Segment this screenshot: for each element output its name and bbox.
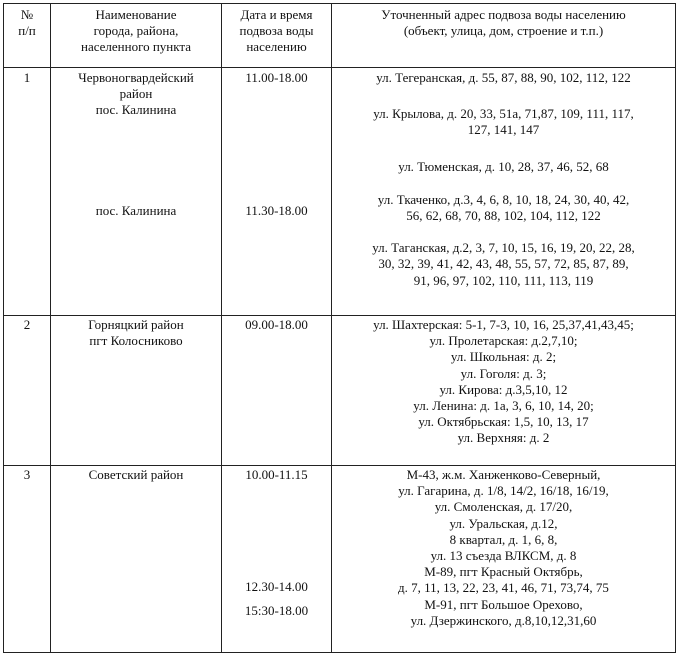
- address-line: М-89, пгт Красный Октябрь,: [424, 564, 583, 580]
- district-line: Горняцкий район: [88, 317, 184, 332]
- address-line: ул. Таганская, д.2, 3, 7, 10, 15, 16, 19, 20, 22, 28,: [372, 240, 635, 256]
- table-row: [4, 316, 676, 466]
- time-slot: 10.00-11.15: [245, 467, 308, 482]
- header-name: [51, 4, 222, 68]
- row-address: [332, 316, 676, 466]
- header-time-line: населению: [246, 39, 307, 55]
- time-slot: 12.30-14.00: [245, 579, 308, 595]
- address-line: ул. Октябрьская: 1,5, 10, 13, 17: [418, 414, 589, 430]
- settlement-line: пос. Калинина: [95, 202, 177, 218]
- address-line: ул. Тюменская, д. 10, 28, 37, 46, 52, 68: [398, 158, 609, 174]
- time-slot: 11.30-18.00: [245, 203, 308, 219]
- address-line: д. 7, 11, 13, 22, 23, 41, 46, 71, 73,74, 75: [398, 580, 609, 596]
- header-name-line: населенного пункта: [80, 39, 192, 55]
- header-name-line: города, района,: [93, 23, 179, 39]
- address-line: ул. Ткаченко, д.3, 4, 6, 8, 10, 18, 24, 30, 40, 42,: [377, 191, 630, 207]
- row-district: [51, 316, 222, 466]
- row-district: [51, 68, 222, 316]
- address-line: 56, 62, 68, 70, 88, 102, 104, 112, 122: [406, 208, 601, 224]
- address-line: ул. Верхняя: д. 2: [457, 430, 550, 446]
- address-line: ул. Ленина: д. 1а, 3, 6, 10, 14, 20;: [413, 398, 594, 414]
- header-address: [332, 4, 676, 68]
- time-slot: 09.00-18.00: [245, 317, 308, 332]
- header-num-line: п/п: [18, 23, 36, 39]
- table-row: [4, 68, 676, 316]
- address-line: 8 квартал, д. 1, 6, 8,: [449, 531, 558, 547]
- table-row: [4, 466, 676, 653]
- row-district: [51, 466, 222, 653]
- header-num: [4, 4, 51, 68]
- address-line: 30, 32, 39, 41, 42, 43, 48, 55, 57, 72, 85, 87, 89,: [378, 256, 629, 272]
- row-time: [222, 316, 332, 466]
- header-num-line: №: [20, 7, 34, 22]
- address-line: ул. Тегеранская, д. 55, 87, 88, 90, 102, 112, 122: [376, 70, 631, 85]
- row-num-text: 3: [23, 467, 31, 482]
- row-num: [4, 68, 51, 316]
- row-address: [332, 466, 676, 653]
- row-num: [4, 316, 51, 466]
- address-line: 127, 141, 147: [467, 122, 540, 138]
- header-time: [222, 4, 332, 68]
- settlement-line: пгт Колосниково: [89, 333, 183, 349]
- header-time-line: подвоза воды: [239, 23, 314, 39]
- row-num-text: 2: [23, 317, 31, 332]
- time-slot: 15:30-18.00: [244, 603, 309, 619]
- water-delivery-table: [3, 3, 676, 653]
- address-line: ул. Школьная: д. 2;: [450, 349, 557, 365]
- address-line: ул. Гагарина, д. 1/8, 14/2, 16/18, 16/19,: [398, 483, 609, 499]
- district-line: Червоногвардейский: [78, 70, 194, 85]
- row-num: [4, 466, 51, 653]
- district-line: Советский район: [88, 467, 184, 482]
- row-time: [222, 466, 332, 653]
- header-time-line: Дата и время: [240, 7, 313, 22]
- address-line: ул. 13 съезда ВЛКСМ, д. 8: [430, 548, 577, 564]
- address-line: ул. Крылова, д. 20, 33, 51а, 71,87, 109, 111, 117,: [373, 106, 634, 122]
- time-slot: 11.00-18.00: [245, 70, 308, 85]
- address-line: ул. Шахтерская: 5-1, 7-3, 10, 16, 25,37,41,43,45;: [373, 317, 634, 332]
- address-line: ул. Уральская, д.12,: [449, 515, 558, 531]
- address-line: ул. Кирова: д.3,5,10, 12: [439, 381, 568, 397]
- row-time: [222, 68, 332, 316]
- address-line: ул. Дзержинского, д.8,10,12,31,60: [410, 612, 597, 628]
- address-line: ул. Гоголя: д. 3;: [460, 365, 547, 381]
- row-num-text: 1: [23, 70, 31, 85]
- header-name-line: Наименование: [95, 7, 177, 22]
- header-address-line: Уточненный адрес подвоза воды населению: [381, 7, 626, 22]
- district-line: район: [119, 86, 153, 102]
- address-line: 91, 96, 97, 102, 110, 111, 113, 119: [413, 272, 594, 288]
- address-line: М-91, пгт Большое Орехово,: [424, 596, 583, 612]
- header-address-line: (объект, улица, дом, строение и т.п.): [403, 23, 604, 39]
- settlement-line: пос. Калинина: [95, 102, 177, 118]
- row-address: [332, 68, 676, 316]
- address-line: ул. Пролетарская: д.2,7,10;: [429, 333, 578, 349]
- address-line: ул. Смоленская, д. 17/20,: [434, 499, 573, 515]
- address-line: М-43, ж.м. Ханженково-Северный,: [406, 467, 601, 482]
- header-row: [4, 4, 676, 68]
